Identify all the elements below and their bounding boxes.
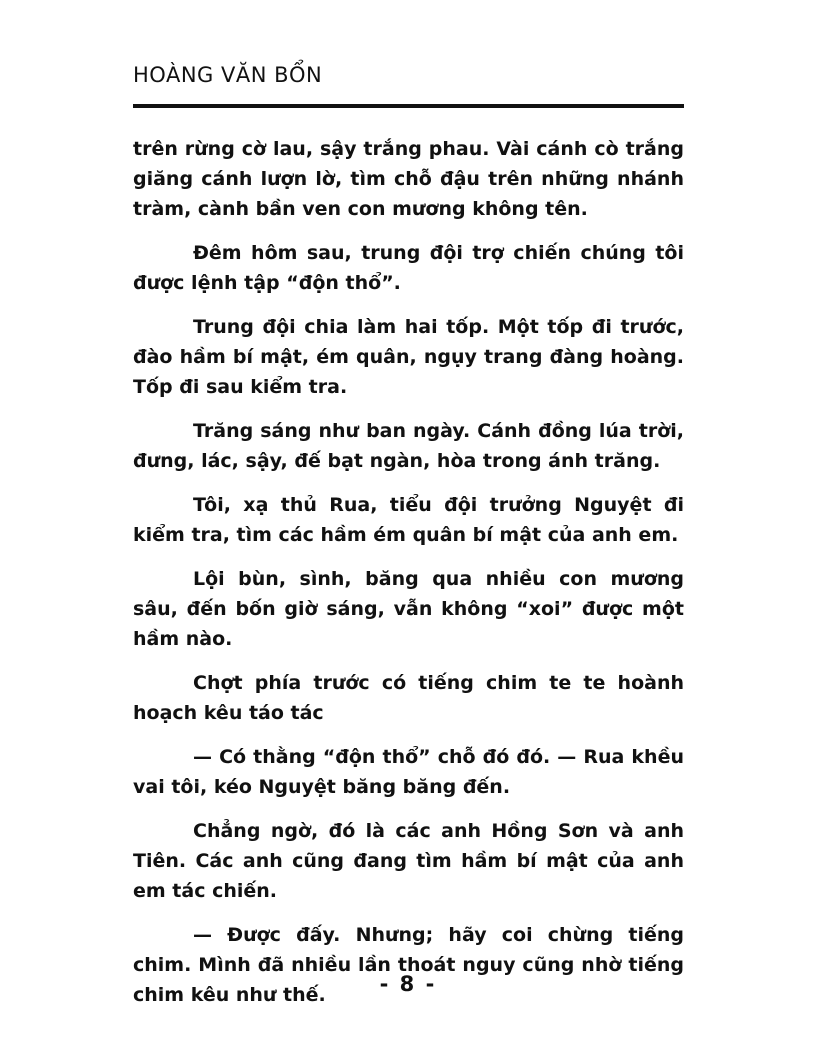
paragraph: Lội bùn, sình, băng qua nhiều con mương sâu, đến bốn giờ sáng, vẫn không “xoi” được một hầm nào.	[133, 568, 684, 650]
paragraph: trên rừng cờ lau, sậy trắng phau. Vài cánh cò trắng giăng cánh lượn lờ, tìm chỗ đậu trên những nhánh tràm, cành bần ven con mương không tên.	[133, 138, 684, 220]
paragraph: — Có thằng “độn thổ” chỗ đó đó. — Rua khều vai tôi, kéo Nguyệt băng băng đến.	[133, 746, 684, 798]
paragraph: Tôi, xạ thủ Rua, tiểu đội trưởng Nguyệt đi kiểm tra, tìm các hầm ém quân bí mật của anh em.	[133, 494, 684, 546]
header-rule	[133, 104, 684, 108]
paragraph: Chẳng ngờ, đó là các anh Hồng Sơn và anh Tiên. Các anh cũng đang tìm hầm bí mật của anh em tác chiến.	[133, 820, 684, 902]
paragraph: Chợt phía trước có tiếng chim te te hoành hoạch kêu táo tác	[133, 672, 684, 724]
paragraph: Đêm hôm sau, trung đội trợ chiến chúng tôi được lệnh tập “độn thổ”.	[133, 242, 684, 294]
running-header-author: HOÀNG VĂN BỔN	[133, 63, 323, 87]
paragraph: Trăng sáng như ban ngày. Cánh đồng lúa trời, đưng, lác, sậy, đế bạt ngàn, hòa trong ánh trăng.	[133, 420, 684, 472]
paragraph: Trung đội chia làm hai tốp. Một tốp đi trước, đào hầm bí mật, ém quân, ngụy trang đàng hoàng. Tốp đi sau kiểm tra.	[133, 316, 684, 398]
page-number: - 8 -	[379, 972, 437, 996]
body-text	[133, 134, 684, 1024]
paragraph: — Được đấy. Nhưng; hãy coi chừng tiếng chim. Mình đã nhiều lần thoát nguy cũng nhờ tiếng chim kêu như thế.	[133, 924, 684, 1006]
